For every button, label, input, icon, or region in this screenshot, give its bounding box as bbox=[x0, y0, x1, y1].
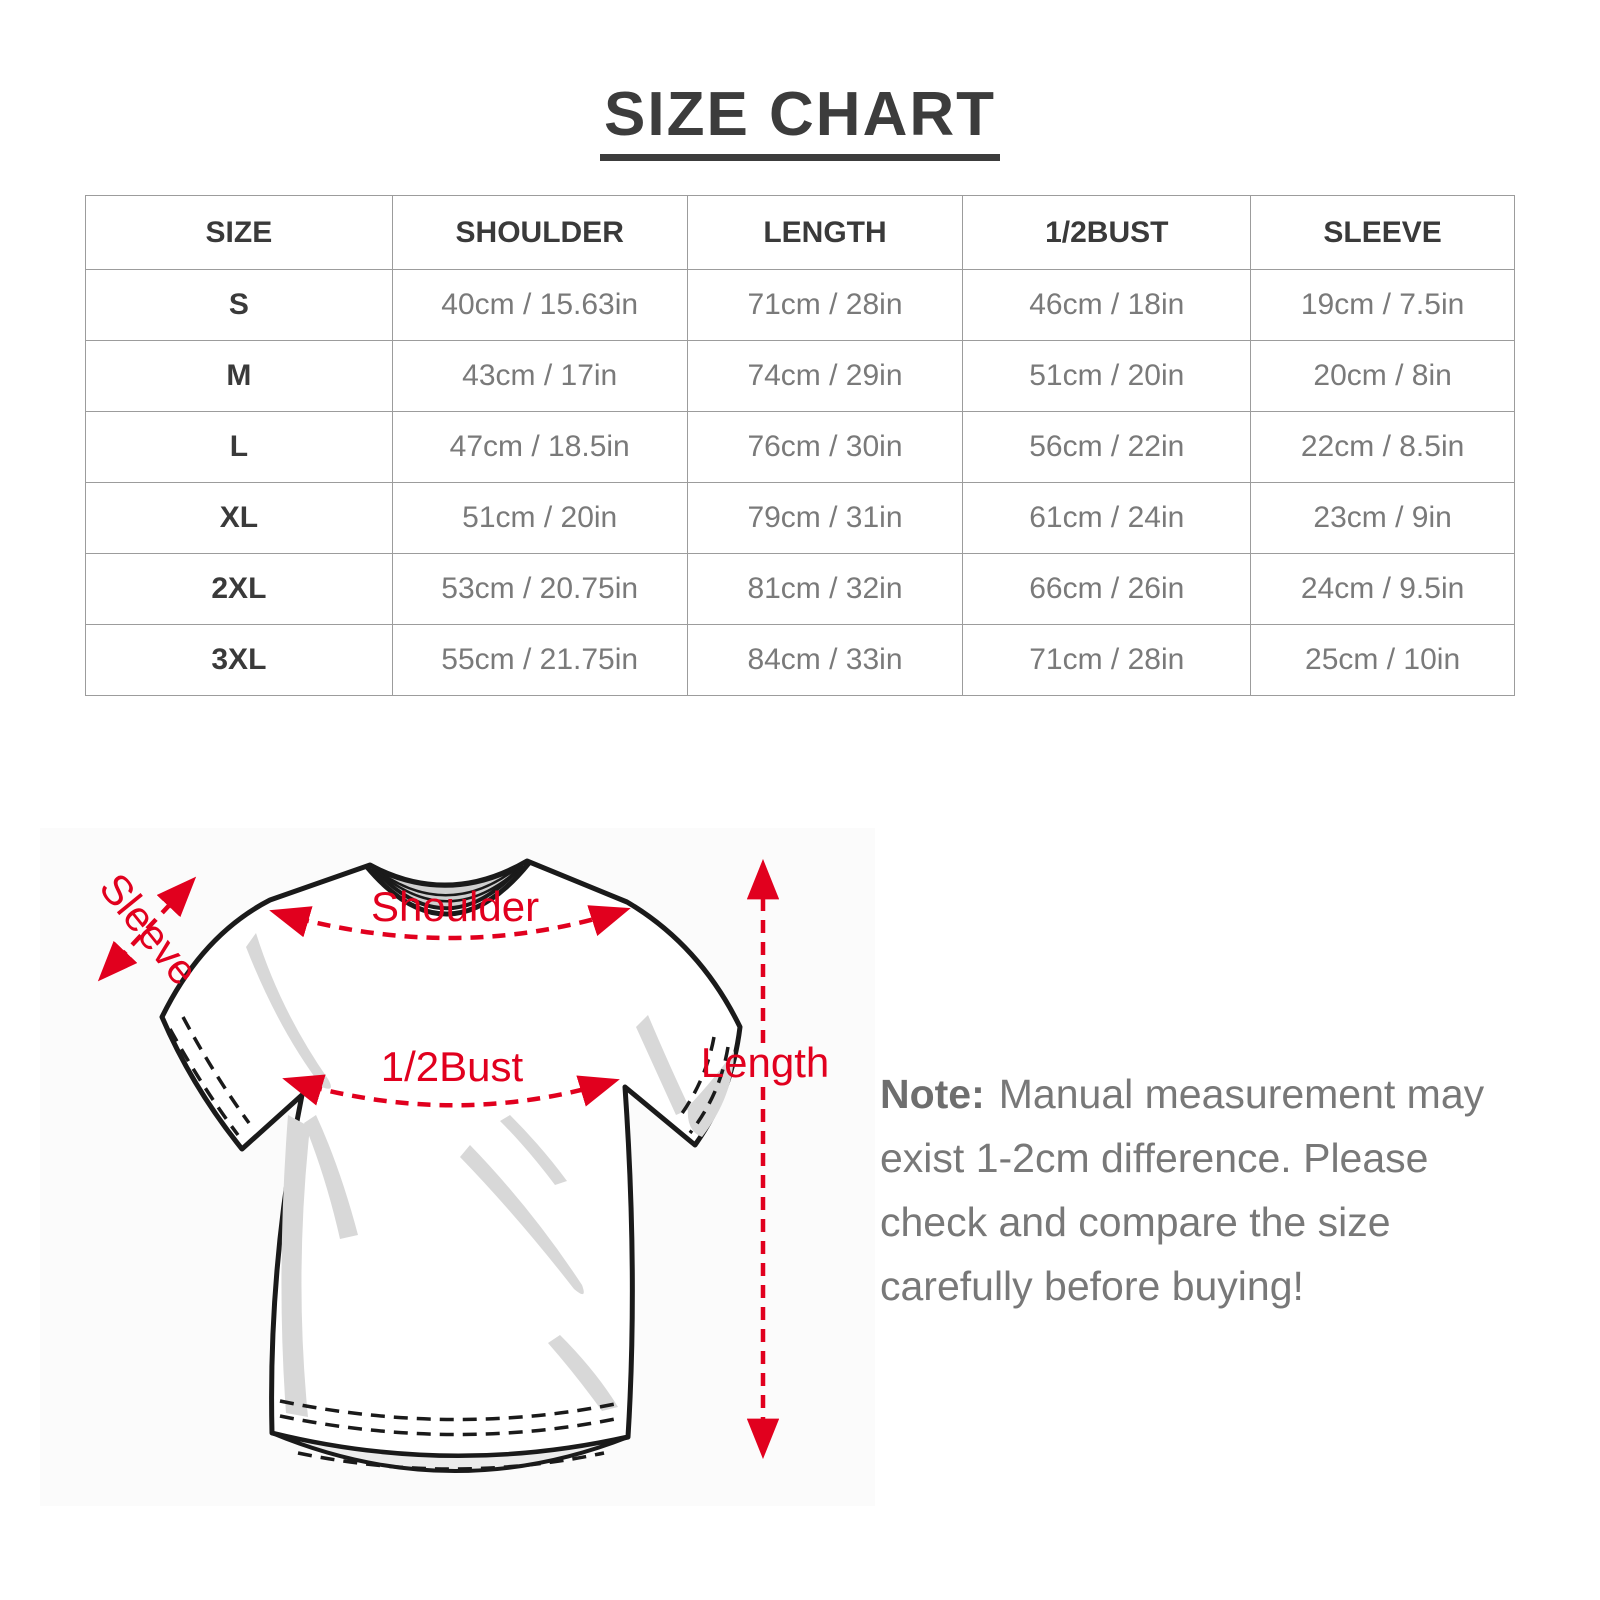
table-cell: 76cm / 30in bbox=[687, 412, 963, 483]
column-header-length: LENGTH bbox=[687, 196, 963, 270]
table-cell: 23cm / 9in bbox=[1251, 483, 1515, 554]
table-cell: M bbox=[86, 341, 393, 412]
table-row-m bbox=[86, 341, 1515, 412]
table-cell: 24cm / 9.5in bbox=[1251, 554, 1515, 625]
table-cell: 51cm / 20in bbox=[392, 483, 687, 554]
table-cell: 81cm / 32in bbox=[687, 554, 963, 625]
table-cell: 3XL bbox=[86, 625, 393, 696]
table-cell: 56cm / 22in bbox=[963, 412, 1251, 483]
table-cell: 66cm / 26in bbox=[963, 554, 1251, 625]
table-row-l bbox=[86, 412, 1515, 483]
column-header-shoulder: SHOULDER bbox=[392, 196, 687, 270]
table-cell: 22cm / 8.5in bbox=[1251, 412, 1515, 483]
note-line: carefully before buying! bbox=[880, 1263, 1304, 1309]
table-cell: 43cm / 17in bbox=[392, 341, 687, 412]
table-cell: XL bbox=[86, 483, 393, 554]
column-header-sleeve: SLEEVE bbox=[1251, 196, 1515, 270]
shoulder-label: Shoulder bbox=[370, 883, 540, 930]
table-cell: 51cm / 20in bbox=[963, 341, 1251, 412]
table-row-3xl bbox=[86, 625, 1515, 696]
table-cell: 71cm / 28in bbox=[687, 270, 963, 341]
table-row-s bbox=[86, 270, 1515, 341]
table-cell: 46cm / 18in bbox=[963, 270, 1251, 341]
table-cell: 55cm / 21.75in bbox=[392, 625, 687, 696]
tshirt-outline-drawing bbox=[162, 861, 740, 1471]
sleeve-label: Sleeve bbox=[90, 864, 208, 994]
table-row-2xl bbox=[86, 554, 1515, 625]
note-line: check and compare the size bbox=[880, 1199, 1391, 1245]
note-line: exist 1-2cm difference. Please bbox=[880, 1135, 1429, 1181]
column-header-size: SIZE bbox=[86, 196, 393, 270]
table-cell: 2XL bbox=[86, 554, 393, 625]
column-header-bust: 1/2BUST bbox=[963, 196, 1251, 270]
table-cell: 71cm / 28in bbox=[963, 625, 1251, 696]
size-table bbox=[85, 195, 1515, 696]
table-header-row bbox=[86, 196, 1515, 270]
table-cell: 79cm / 31in bbox=[687, 483, 963, 554]
table-cell: 61cm / 24in bbox=[963, 483, 1251, 554]
note-text: Manual measurement may bbox=[998, 1071, 1485, 1117]
table-cell: 47cm / 18.5in bbox=[392, 412, 687, 483]
table-cell: 19cm / 7.5in bbox=[1251, 270, 1515, 341]
note-line bbox=[880, 1062, 1500, 1126]
measurement-note bbox=[880, 1062, 1500, 1318]
table-cell: 53cm / 20.75in bbox=[392, 554, 687, 625]
table-cell: 20cm / 8in bbox=[1251, 341, 1515, 412]
page-title: SIZE CHART bbox=[600, 84, 1000, 161]
page-title-wrap bbox=[0, 80, 1600, 161]
table-cell: 40cm / 15.63in bbox=[392, 270, 687, 341]
table-cell: 25cm / 10in bbox=[1251, 625, 1515, 696]
table-cell: S bbox=[86, 270, 393, 341]
length-label: Length bbox=[700, 1039, 830, 1086]
table-row-xl bbox=[86, 483, 1515, 554]
table-cell: 84cm / 33in bbox=[687, 625, 963, 696]
table-cell: L bbox=[86, 412, 393, 483]
table-cell: 74cm / 29in bbox=[687, 341, 963, 412]
bust-label: 1/2Bust bbox=[380, 1043, 524, 1090]
note-label: Note: bbox=[880, 1071, 985, 1117]
tshirt-measurement-diagram bbox=[40, 815, 850, 1505]
